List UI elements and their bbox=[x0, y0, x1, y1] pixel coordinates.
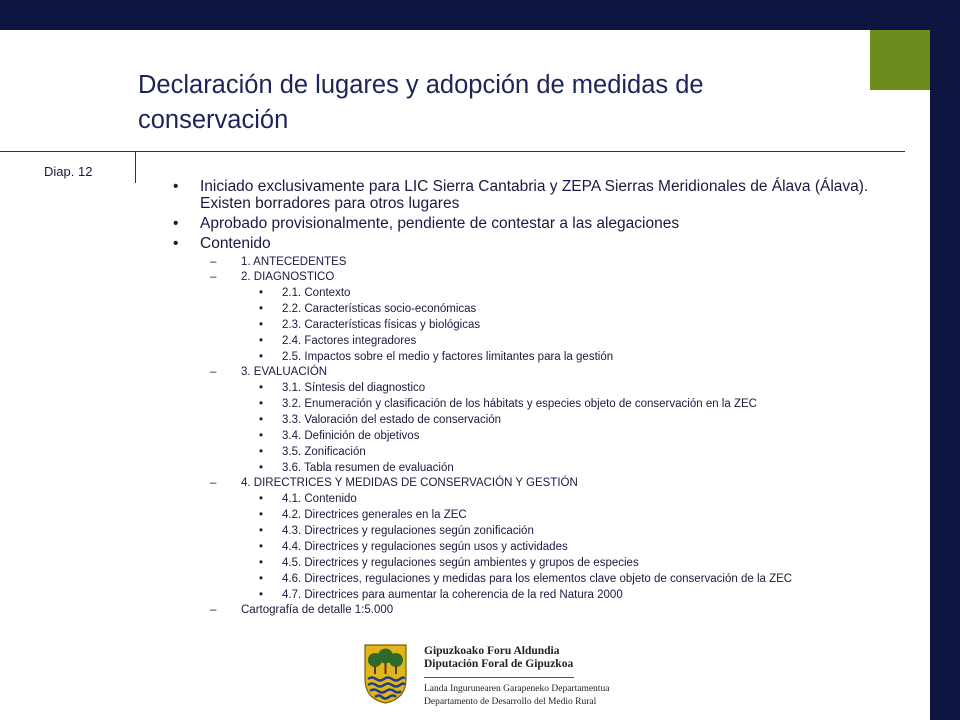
list-item bbox=[160, 270, 880, 285]
list-item bbox=[160, 255, 880, 270]
bullet-marker: • bbox=[259, 430, 264, 442]
list-item bbox=[160, 396, 880, 412]
list-item-text: 4.6. Directrices, regulaciones y medidas para los elementos clave objeto de conservación de la ZEC bbox=[282, 573, 793, 585]
list-item-text: Contenido bbox=[200, 235, 271, 252]
logo-line-4: Departamento de Desarrollo del Medio Rural bbox=[424, 697, 597, 707]
list-item bbox=[160, 412, 880, 428]
list-item-text: 3.5. Zonificación bbox=[282, 446, 366, 458]
logo-line-3: Landa Ingurunearen Garapeneko Departamentua bbox=[424, 684, 610, 694]
list-item-text: 4.4. Directrices y regulaciones según usos y actividades bbox=[282, 541, 568, 553]
list-item bbox=[160, 603, 880, 618]
bullet-marker: – bbox=[210, 477, 217, 489]
list-item-text: 3. EVALUACIÓN bbox=[241, 366, 328, 378]
bullet-marker: • bbox=[259, 303, 264, 315]
list-item bbox=[160, 571, 880, 587]
list-item bbox=[160, 491, 880, 507]
bullet-marker: • bbox=[259, 335, 264, 347]
bullet-marker: • bbox=[173, 178, 179, 195]
list-item-text: 4.2. Directrices generales en la ZEC bbox=[282, 509, 467, 521]
list-item bbox=[160, 178, 880, 212]
list-item-text: 1. ANTECEDENTES bbox=[241, 256, 347, 268]
bullet-marker: • bbox=[259, 462, 264, 474]
bullet-marker: • bbox=[259, 573, 264, 585]
bullet-marker: • bbox=[259, 351, 264, 363]
list-item-text: 4.3. Directrices y regulaciones según zonificación bbox=[282, 525, 534, 537]
bullet-marker: • bbox=[259, 446, 264, 458]
list-item bbox=[160, 555, 880, 571]
list-item-text: 4.1. Contenido bbox=[282, 493, 357, 505]
list-item-text: 2.2. Características socio-económicas bbox=[282, 303, 477, 315]
logo-line-1: Gipuzkoako Foru Aldundia bbox=[424, 645, 560, 657]
list-item-text: Cartografía de detalle 1:5.000 bbox=[241, 604, 394, 616]
list-item bbox=[160, 215, 880, 232]
bullet-marker: • bbox=[259, 509, 264, 521]
top-bar bbox=[0, 0, 960, 30]
list-item bbox=[160, 365, 880, 380]
bullet-marker: • bbox=[259, 541, 264, 553]
bullet-marker: • bbox=[259, 287, 264, 299]
bullet-marker: • bbox=[259, 589, 264, 601]
right-bar bbox=[930, 30, 960, 720]
list-item bbox=[160, 507, 880, 523]
list-item bbox=[160, 285, 880, 301]
list-item bbox=[160, 317, 880, 333]
bullet-marker: • bbox=[173, 215, 179, 232]
bullet-marker: – bbox=[210, 256, 217, 268]
list-item-text: 4.5. Directrices y regulaciones según ambientes y grupos de especies bbox=[282, 557, 639, 569]
list-item-text: 3.1. Síntesis del diagnostico bbox=[282, 382, 426, 394]
slide-title: Declaración de lugares y adopción de medidas de conservación bbox=[138, 71, 704, 134]
bullet-marker: • bbox=[259, 382, 264, 394]
list-item bbox=[160, 349, 880, 365]
list-item bbox=[160, 523, 880, 539]
logo-separator bbox=[424, 677, 574, 678]
list-item bbox=[160, 476, 880, 491]
list-item-text: 2.1. Contexto bbox=[282, 287, 351, 299]
list-item bbox=[160, 301, 880, 317]
list-item-text: Aprobado provisionalmente, pendiente de contestar a las alegaciones bbox=[200, 215, 680, 232]
bullet-marker: • bbox=[259, 557, 264, 569]
green-accent-square bbox=[870, 30, 930, 90]
list-item-text: 3.6. Tabla resumen de evaluación bbox=[282, 462, 454, 474]
bullet-marker: • bbox=[173, 235, 179, 252]
list-item-text: 4.7. Directrices para aumentar la coherencia de la red Natura 2000 bbox=[282, 589, 623, 601]
list-item bbox=[160, 587, 880, 603]
slide-number: Diap. 12 bbox=[44, 164, 93, 179]
list-item-text: 2. DIAGNOSTICO bbox=[241, 271, 335, 283]
list-item bbox=[160, 539, 880, 555]
list-item bbox=[160, 333, 880, 349]
bullet-marker: – bbox=[210, 604, 217, 616]
list-item-text: 2.4. Factores integradores bbox=[282, 335, 417, 347]
bullet-marker: • bbox=[259, 493, 264, 505]
bullet-marker: • bbox=[259, 525, 264, 537]
gipuzkoa-shield-icon bbox=[363, 643, 408, 705]
list-item-text: 3.3. Valoración del estado de conservación bbox=[282, 414, 502, 426]
list-item bbox=[160, 444, 880, 460]
bullet-marker: • bbox=[259, 319, 264, 331]
bullet-marker: • bbox=[259, 414, 264, 426]
bullet-marker: • bbox=[259, 398, 264, 410]
list-item-text: Iniciado exclusivamente para LIC Sierra Cantabria y ZEPA Sierras Meridionales de Álava (Álava). Existen borradores para otros lugares bbox=[200, 178, 869, 212]
list-item bbox=[160, 428, 880, 444]
list-item-text: 4. DIRECTRICES Y MEDIDAS DE CONSERVACIÓN Y GESTIÓN bbox=[241, 477, 578, 489]
bullet-list bbox=[160, 178, 880, 618]
list-item bbox=[160, 235, 880, 252]
slide-number-divider bbox=[135, 151, 136, 183]
list-item-text: 3.2. Enumeración y clasificación de los hábitats y especies objeto de conservación en la ZEC bbox=[282, 398, 757, 410]
list-item-text: 2.3. Características físicas y biológicas bbox=[282, 319, 481, 331]
list-item-text: 3.4. Definición de objetivos bbox=[282, 430, 420, 442]
bullet-marker: – bbox=[210, 366, 217, 378]
list-item-text: 2.5. Impactos sobre el medio y factores limitantes para la gestión bbox=[282, 351, 614, 363]
bullet-marker: – bbox=[210, 271, 217, 283]
list-item bbox=[160, 380, 880, 396]
logo-line-2: Diputación Foral de Gipuzkoa bbox=[424, 658, 574, 670]
list-item bbox=[160, 460, 880, 476]
institution-logo-text bbox=[424, 645, 609, 709]
